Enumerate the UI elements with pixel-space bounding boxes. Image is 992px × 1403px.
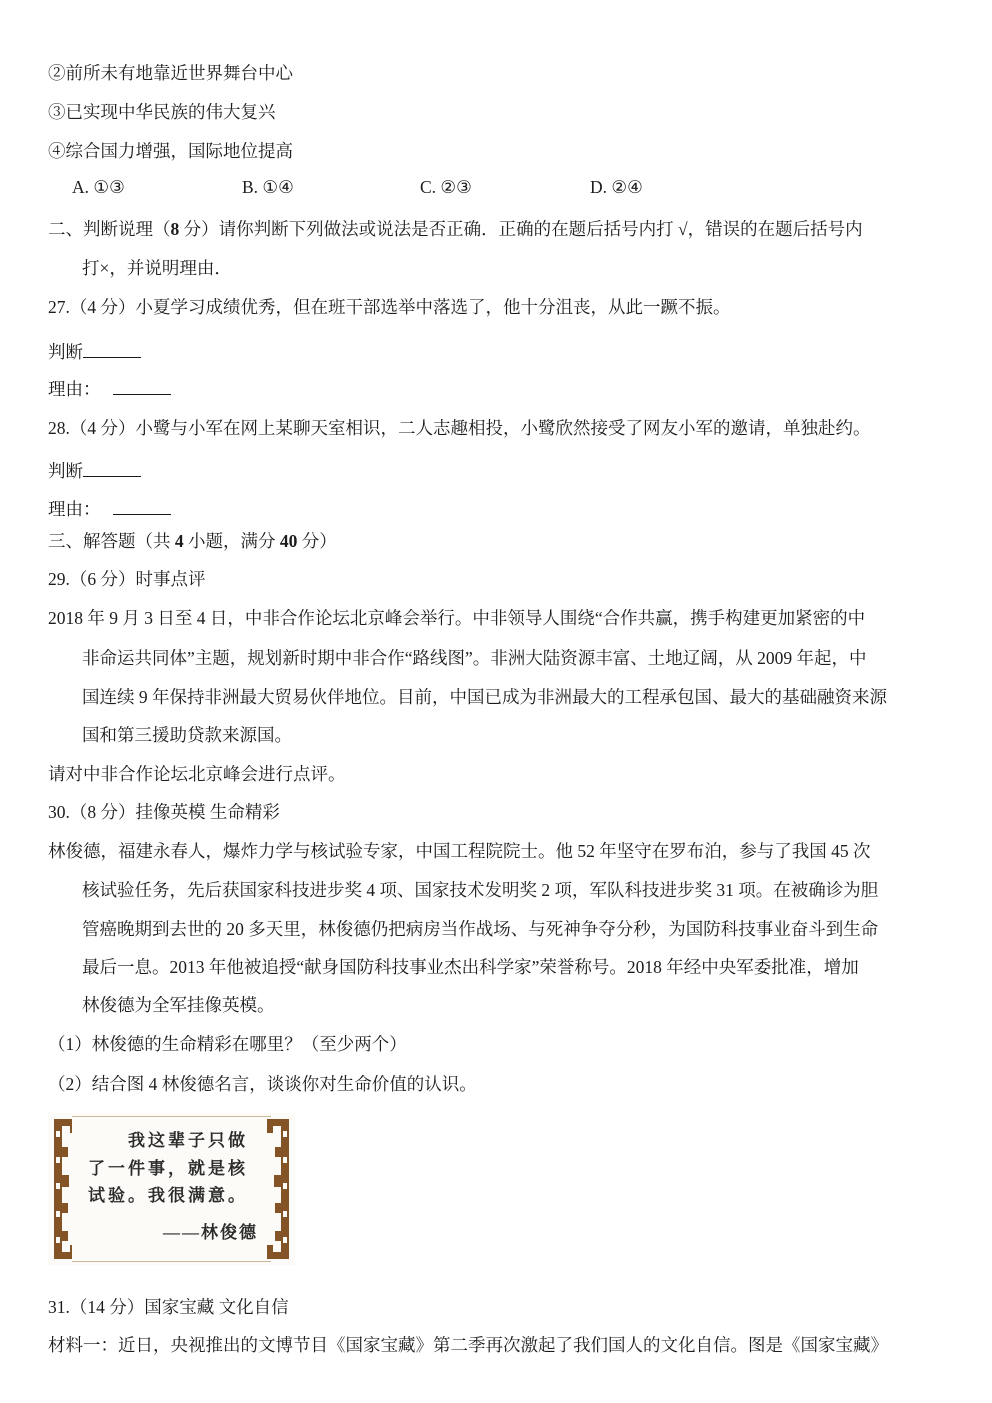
q29-material-3 <box>82 686 887 708</box>
question-28 <box>48 417 871 439</box>
q29-material-2 <box>82 647 867 669</box>
q31-material-1 <box>48 1334 888 1356</box>
question-30 <box>48 801 280 823</box>
text-run: ③已实现中华民族的伟大复兴 <box>48 102 276 122</box>
q30-sub-question-2 <box>48 1073 477 1095</box>
q30-material-5 <box>82 994 275 1016</box>
text-run: 2018 年 9 月 3 日至 4 日，中非合作论坛北京峰会举行。中非领导人围绕“合作共赢，携手构建更加紧密的中 <box>48 608 866 628</box>
q30-material-4 <box>82 956 859 978</box>
q30-sub-question-1 <box>48 1033 407 1055</box>
text-run: （1）林俊德的生命精彩在哪里？（至少两个） <box>48 1034 407 1054</box>
text-run: 国和第三援助贷款来源国。 <box>82 725 292 745</box>
question-31 <box>48 1296 289 1318</box>
q30-material-3 <box>82 918 878 940</box>
section-header-2 <box>48 218 863 240</box>
text-run: 核试验任务，先后获国家科技进步奖 4 项、国家技术发明奖 2 项，军队科技进步奖 31 项。在被确诊为胆 <box>82 880 879 900</box>
text-run: 林俊德，福建永春人，爆炸力学与核试验专家，中国工程院院士。他 52 年坚守在罗布泊，参与了我国 45 次 <box>48 841 871 861</box>
text-run: 三、解答题（共 <box>48 531 175 551</box>
answer-blank <box>113 378 171 395</box>
text-run: 非命运共同体”主题，规划新时期中非合作“路线图”。非洲大陆资源丰富、土地辽阔，从 2009 年起，中 <box>82 648 867 668</box>
text-run: 27.（4 分）小夏学习成绩优秀，但在班干部选举中落选了，他十分沮丧，从此一蹶不振。 <box>48 297 731 317</box>
text-run: 材料一：近日，央视推出的文博节目《国家宝藏》第二季再次激起了我们国人的文化自信。图是《国家宝藏》 <box>48 1335 888 1355</box>
choice-option-A: A. ①③ <box>72 177 125 197</box>
quote-line-3: 试验。我很满意。 <box>88 1186 248 1205</box>
q29-prompt <box>48 763 346 785</box>
text-run: 国连续 9 年保持非洲最大贸易伙伴地位。目前，中国已成为非洲最大的工程承包国、最大的基础融资来源 <box>82 687 887 707</box>
section-header-2-cont <box>82 257 232 279</box>
blank-label: 理由： <box>48 499 101 519</box>
linjunde-quote-image <box>48 1113 295 1265</box>
blank-label: 判断 <box>48 461 83 481</box>
text-run: 最后一息。2013 年他被追授“献身国防科技事业杰出科学家”荣誉称号。2018 年经中央军委批准，增加 <box>82 957 859 977</box>
answer-blank <box>83 460 141 477</box>
text-run: 打×，并说明理由． <box>82 258 232 278</box>
option-item-3 <box>48 101 276 123</box>
q27-judgment-blank <box>48 341 141 363</box>
choice-option-D: D. ②④ <box>590 177 643 197</box>
option-item-2 <box>48 62 293 84</box>
text-run: 31.（14 分）国家宝藏 文化自信 <box>48 1297 289 1317</box>
blank-label: 判断 <box>48 342 83 362</box>
option-item-4 <box>48 140 293 162</box>
blank-label: 理由： <box>48 379 101 399</box>
section-header-3 <box>48 530 337 552</box>
q29-material-1 <box>48 607 865 629</box>
text-run: 二、判断说理（ <box>48 219 171 239</box>
q29-material-4 <box>82 724 292 746</box>
q27-reason-blank <box>48 378 171 400</box>
question-29 <box>48 568 206 590</box>
q28-reason-blank <box>48 498 171 520</box>
text-run: 小题，满分 <box>183 531 280 551</box>
choice-option-B: B. ①④ <box>242 177 294 197</box>
answer-blank <box>83 341 141 358</box>
q28-judgment-blank <box>48 460 141 482</box>
text-run: 8 <box>170 219 180 239</box>
text-run: 分）请你判断下列做法或说法是否正确．正确的在题后括号内打 √，错误的在题后括号内 <box>179 219 863 239</box>
text-run: 请对中非合作论坛北京峰会进行点评。 <box>48 764 346 784</box>
quote-signature: ——林俊德 <box>163 1222 258 1242</box>
text-run: 管癌晚期到去世的 20 多天里，林俊德仍把病房当作战场、与死神争夺分秒，为国防科技事业奋斗到生命 <box>82 919 879 939</box>
choice-option-C: C. ②③ <box>420 177 472 197</box>
text-run: 28.（4 分）小鹭与小军在网上某聊天室相识，二人志趣相投，小鹭欣然接受了网友小军的邀请，单独赴约。 <box>48 418 871 438</box>
quote-line-1: 我这辈子只做 <box>128 1131 248 1150</box>
text-run: ④综合国力增强，国际地位提高 <box>48 141 293 161</box>
question-27 <box>48 296 731 318</box>
text-run: ②前所未有地靠近世界舞台中心 <box>48 63 293 83</box>
frame-ornament-right-icon <box>265 1113 295 1265</box>
text-run: 29.（6 分）时事点评 <box>48 569 206 589</box>
q30-material-1 <box>48 840 871 862</box>
quote-line-2: 了一件事，就是核 <box>88 1158 248 1178</box>
text-run: 分） <box>297 531 337 551</box>
quote-text <box>88 1127 270 1246</box>
text-run: 林俊德为全军挂像英模。 <box>82 995 275 1015</box>
answer-blank <box>113 498 171 515</box>
choices-row <box>0 176 992 198</box>
text-run: 30.（8 分）挂像英模 生命精彩 <box>48 802 280 822</box>
text-run: （2）结合图 4 林俊德名言，谈谈你对生命价值的认识。 <box>48 1074 477 1094</box>
text-run: 4 <box>174 531 184 551</box>
q30-material-2 <box>82 879 878 901</box>
text-run: 40 <box>279 531 298 551</box>
